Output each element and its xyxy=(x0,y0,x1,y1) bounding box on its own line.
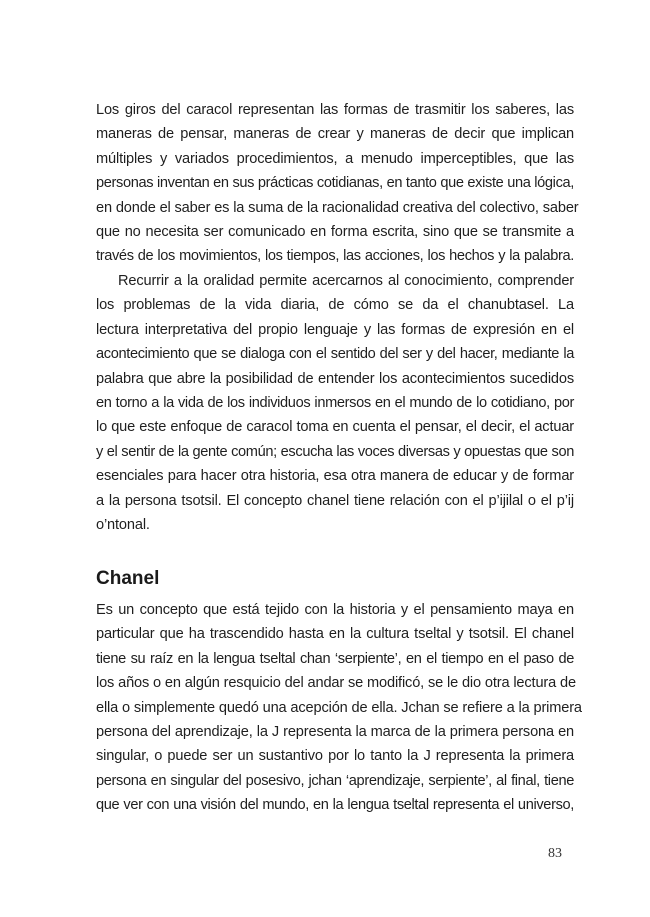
text-line: persona en singular del posesivo, jchan ‘aprendizaje, serpiente’, al final, tiene xyxy=(96,772,574,789)
text-line: personas inventan en sus prácticas cotidianas, en tanto que existe una lógica, xyxy=(96,175,574,192)
text-line: en torno a la vida de los individuos inmersos en el mundo de lo cotidiano, por xyxy=(96,394,574,411)
paragraph-oralidad xyxy=(96,269,574,537)
text-line: persona del aprendizaje, la J representa la marca de la primera persona en xyxy=(96,723,574,740)
text-line: y el sentir de la gente común; escucha las voces diversas y opuestas que son xyxy=(96,443,574,460)
text-line: Los giros del caracol representan las formas de trasmitir los saberes, las xyxy=(96,102,574,118)
text-line: acontecimiento que se dialoga con el sentido del ser y del hacer, mediante la xyxy=(96,346,574,363)
paragraph-chanel xyxy=(96,598,582,818)
text-line: que ver con una visión del mundo, en la lengua tseltal representa el universo, xyxy=(96,797,574,814)
page-number: 83 xyxy=(548,846,562,861)
text-line: los problemas de la vida diaria, de cómo se da el chanubtasel. La xyxy=(96,297,574,314)
text-line: singular, o puede ser un sustantivo por lo tanto la J representa la primera xyxy=(96,748,574,765)
text-line: esenciales para hacer otra historia, esa otra manera de educar y de formar xyxy=(96,468,574,485)
text-line: particular que ha trascendido hasta en la cultura tseltal y tsotsil. El chanel xyxy=(96,626,574,643)
text-line: múltiples y variados procedimientos, a menudo imperceptibles, que las xyxy=(96,150,574,167)
text-line: en donde el saber es la suma de la racionalidad creativa del colectivo, saber xyxy=(96,199,579,216)
paragraph-giros-del-caracol xyxy=(96,98,579,269)
text-line: o’ntonal. xyxy=(96,516,150,533)
text-line: que no necesita ser comunicado en forma escrita, sino que se transmite a xyxy=(96,223,574,240)
section-heading: Chanel xyxy=(96,568,160,589)
text-line: ella o simplemente quedó una acepción de ella. Jchan se refiere a la primera xyxy=(96,699,582,716)
text-line: maneras de pensar, maneras de crear y maneras de decir que implican xyxy=(96,126,574,143)
text-line: los años o en algún resquicio del andar se modificó, se le dio otra lectura de xyxy=(96,675,576,692)
text-line: Es un concepto que está tejido con la historia y el pensamiento maya en xyxy=(96,602,574,618)
text-line: a la persona tsotsil. El concepto chanel tiene relación con el p’ijilal o el p’ij xyxy=(96,492,574,509)
text-line: través de los movimientos, los tiempos, las acciones, los hechos y la palabra. xyxy=(96,248,574,265)
text-line: lo que este enfoque de caracol toma en cuenta el pensar, el decir, el actuar xyxy=(96,419,574,436)
text-line: Recurrir a la oralidad permite acercarnos al conocimiento, comprender xyxy=(118,273,574,289)
text-line: palabra que abre la posibilidad de entender los acontecimientos sucedidos xyxy=(96,370,574,387)
text-line: tiene su raíz en la lengua tseltal chan ‘serpiente’, en el tiempo en el paso de xyxy=(96,650,574,667)
text-line: lectura interpretativa del propio lenguaje y las formas de expresión en el xyxy=(96,321,574,338)
